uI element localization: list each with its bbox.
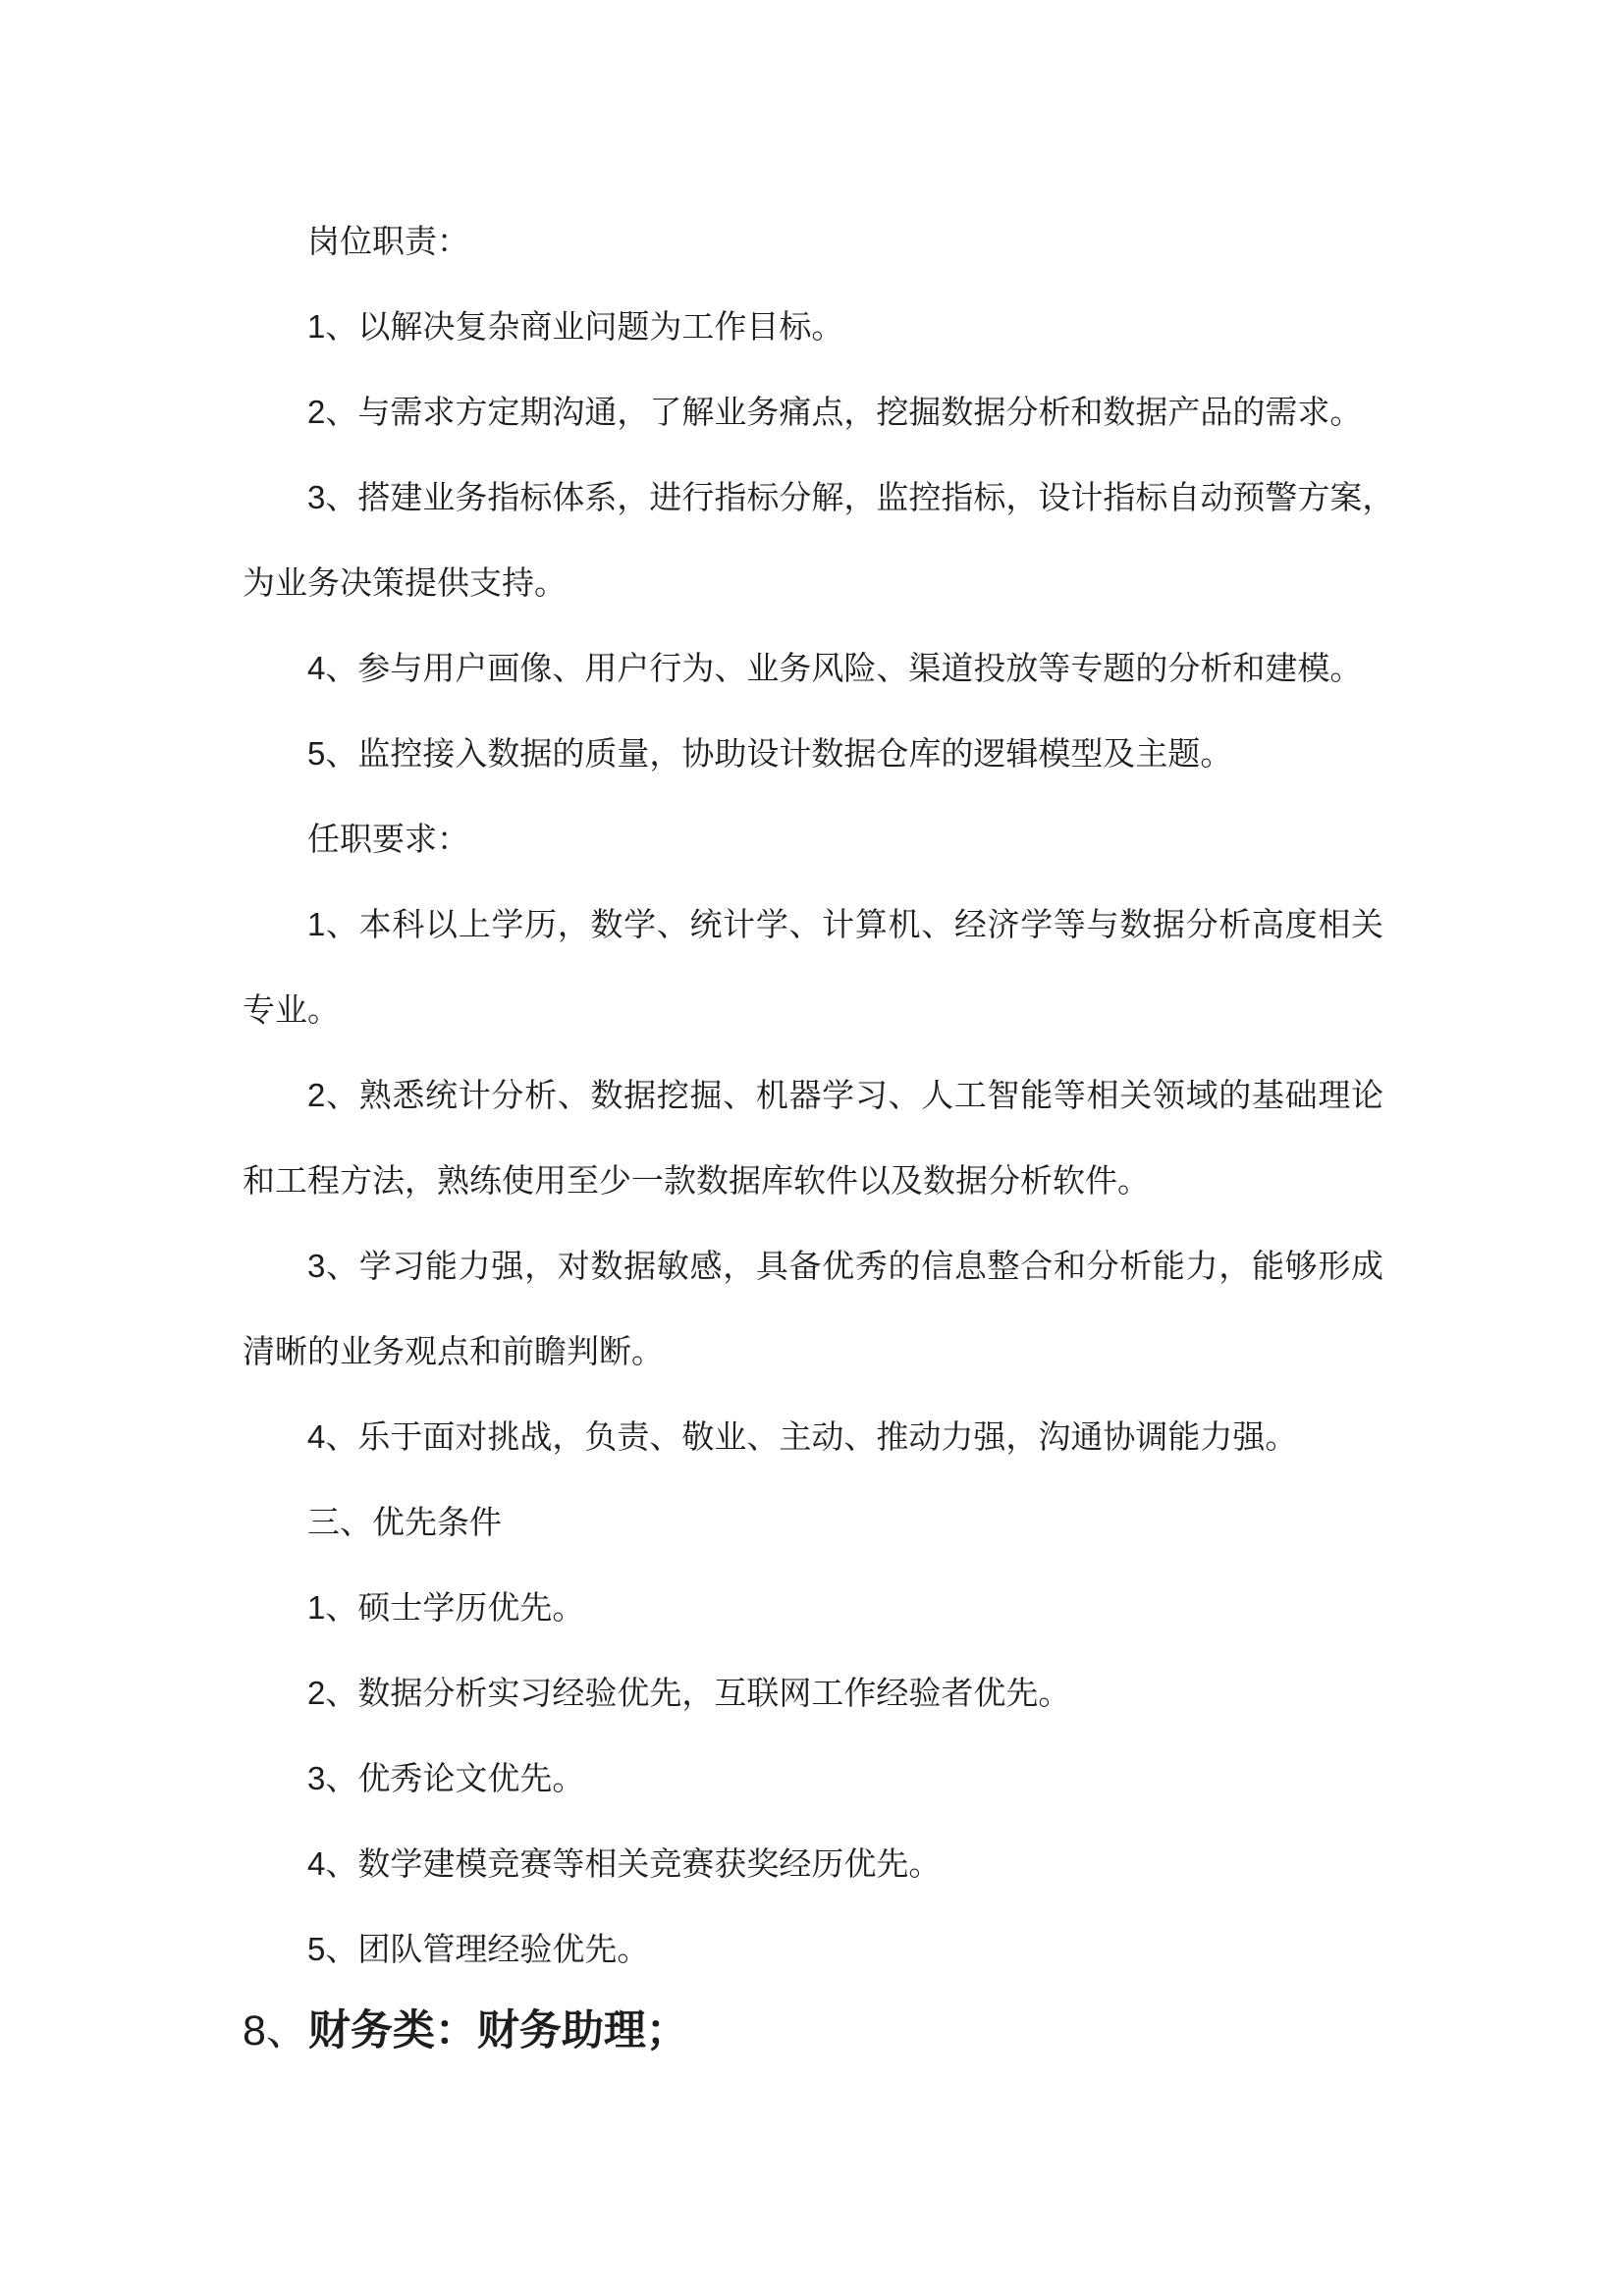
document-line: 3、搭建业务指标体系，进行指标分解，监控指标，设计指标自动预警方案， — [307, 479, 1395, 515]
document-line: 为业务决策提供支持。 — [243, 564, 567, 601]
document-line: 三、优先条件 — [307, 1504, 502, 1540]
document-line: 任职要求： — [307, 821, 469, 857]
document-line: 4、数学建模竞赛等相关竞赛获奖经历优先。 — [307, 1845, 942, 1882]
document-line: 1、硕士学历优先。 — [307, 1589, 585, 1626]
document-line: 专业。 — [243, 991, 340, 1028]
document-line: 2、数据分析实习经验优先，互联网工作经验者优先。 — [307, 1675, 1071, 1711]
section-heading — [243, 1992, 1383, 2094]
document-line: 1、本科以上学历，数学、统计学、计算机、经济学等与数据分析高度相关 — [307, 906, 1383, 942]
document-line: 2、熟悉统计分析、数据挖掘、机器学习、人工智能等相关领域的基础理论 — [307, 1077, 1383, 1113]
document-line: 2、与需求方定期沟通，了解业务痛点，挖掘数据分析和数据产品的需求。 — [307, 394, 1363, 430]
document-line: 和工程方法，熟练使用至少一款数据库软件以及数据分析软件。 — [243, 1162, 1150, 1199]
document-line: 4、乐于面对挑战，负责、敬业、主动、推动力强，沟通协调能力强。 — [307, 1418, 1298, 1455]
document-line: 3、学习能力强，对数据敏感，具备优秀的信息整合和分析能力，能够形成 — [307, 1248, 1383, 1284]
document-line: 3、优秀论文优先。 — [307, 1760, 585, 1796]
section-heading-number: 8、 — [243, 2007, 308, 2055]
document-line: 清晰的业务观点和前瞻判断。 — [243, 1333, 664, 1369]
document-body — [243, 198, 1395, 2094]
document-line: 5、监控接入数据的质量，协助设计数据仓库的逻辑模型及主题。 — [307, 735, 1233, 772]
document-line: 4、参与用户画像、用户行为、业务风险、渠道投放等专题的分析和建模。 — [307, 650, 1363, 686]
document-line: 岗位职责： — [307, 223, 469, 259]
document-line: 5、团队管理经验优先。 — [307, 1931, 650, 1967]
section-heading-label: 财务类：财务助理； — [307, 2007, 688, 2055]
document-line: 1、以解决复杂商业问题为工作目标。 — [307, 308, 844, 345]
